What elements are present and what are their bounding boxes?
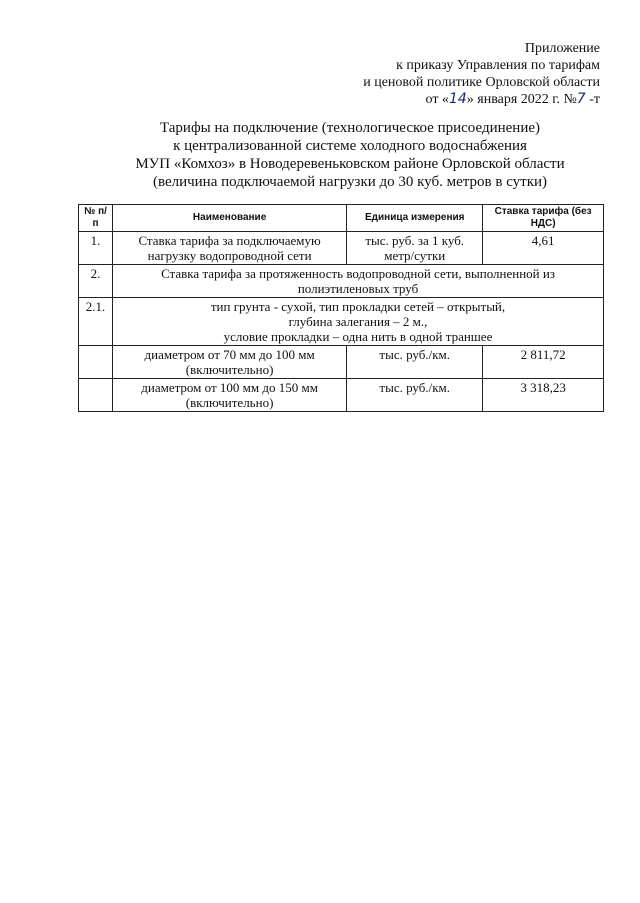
header-name: Наименование (113, 205, 347, 232)
handwritten-day: 14 (448, 91, 467, 107)
authority-line: и ценовой политике Орловской области (363, 75, 600, 90)
row-b-rate: 3 318,23 (483, 379, 604, 412)
row2-text: Ставка тарифа за протяженность водопроводной сети, выполненной из полиэтиленовых труб (113, 265, 604, 298)
row21-num: 2.1. (79, 298, 113, 346)
title-line-3: МУП «Комхоз» в Новодеревеньковском районе Орловской области (135, 156, 565, 172)
row1-unit: тыс. руб. за 1 куб. метр/сутки (347, 232, 483, 265)
appendix-header (363, 40, 600, 108)
handwritten-order-number: 7 (576, 91, 586, 107)
row-a-name: диаметром от 70 мм до 100 мм (включительно) (113, 346, 347, 379)
row2-num: 2. (79, 265, 113, 298)
order-date-line (363, 91, 600, 108)
appendix-label: Приложение (524, 41, 600, 56)
depth-line: глубина залегания – 2 м., (288, 314, 428, 329)
header-rate: Ставка тарифа (без НДС) (483, 205, 604, 232)
header-unit: Единица измерения (347, 205, 483, 232)
title-line-4: (величина подключаемой нагрузки до 30 куб. метров в сутки) (152, 174, 548, 190)
row-a-rate: 2 811,72 (483, 346, 604, 379)
row-b-num (79, 379, 113, 412)
date-middle: » января 2022 г. № (466, 92, 577, 107)
row-b-name: диаметром от 100 мм до 150 мм (включительно) (113, 379, 347, 412)
table-row (79, 379, 604, 412)
table-header-row (79, 205, 604, 232)
soil-type-line: тип грунта - сухой, тип прокладки сетей – открытый, (210, 299, 506, 314)
row1-num: 1. (79, 232, 113, 265)
row-b-unit: тыс. руб./км. (347, 379, 483, 412)
order-reference-line: к приказу Управления по тарифам (396, 58, 600, 73)
document-title (80, 119, 620, 191)
table-row (79, 346, 604, 379)
date-prefix: от « (425, 92, 449, 107)
row1-rate: 4,61 (483, 232, 604, 265)
row1-name: Ставка тарифа за подключаемую нагрузку водопроводной сети (113, 232, 347, 265)
table-row (79, 298, 604, 346)
laying-condition-line: условие прокладки – одна нить в одной траншее (223, 329, 493, 344)
tariff-table (78, 204, 604, 412)
title-line-2: к централизованной системе холодного водоснабжения (173, 138, 527, 154)
table-row (79, 232, 604, 265)
row-a-num (79, 346, 113, 379)
date-suffix: -т (585, 92, 600, 107)
row21-conditions (113, 298, 604, 346)
row-a-unit: тыс. руб./км. (347, 346, 483, 379)
table-row (79, 265, 604, 298)
header-num: № п/п (79, 205, 113, 232)
title-line-1: Тарифы на подключение (технологическое присоединение) (159, 120, 541, 136)
